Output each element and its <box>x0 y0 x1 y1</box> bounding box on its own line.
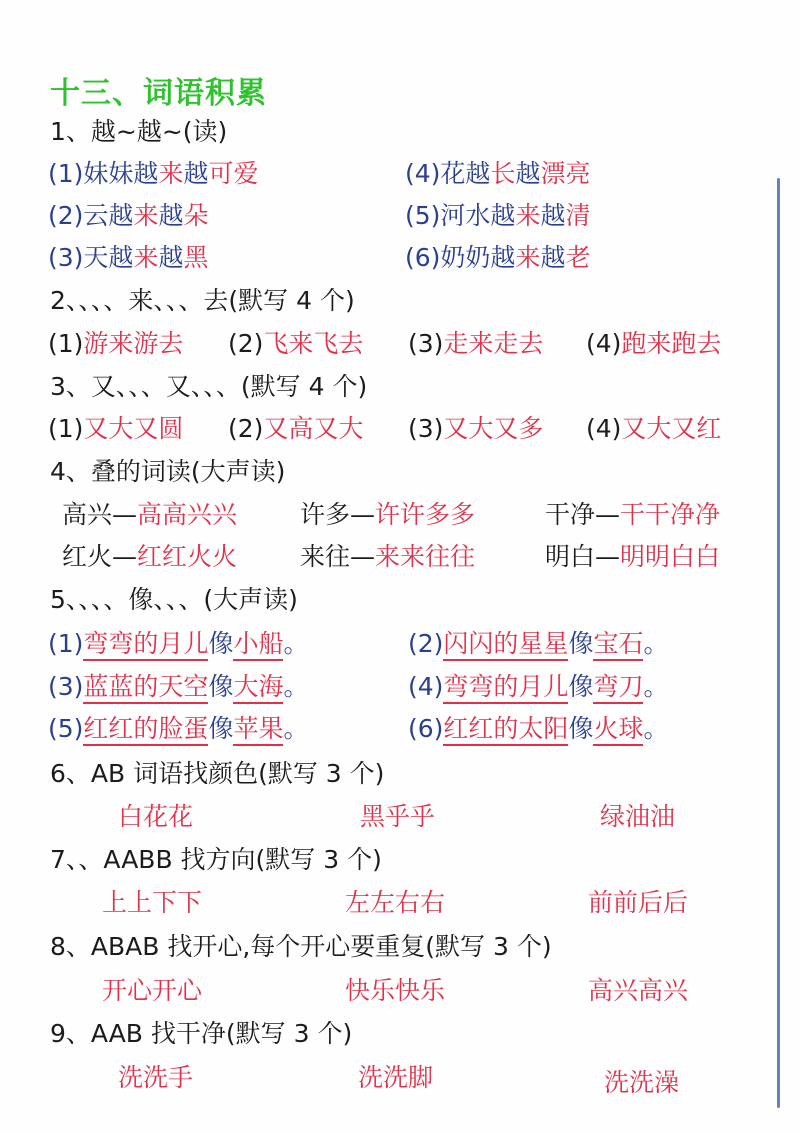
item-answer: 闪闪的星星 <box>443 629 568 661</box>
item-answer: 弯弯的月儿 <box>443 672 568 704</box>
item-text: 越 <box>540 243 566 272</box>
item-word: 干净— <box>545 500 621 529</box>
s1-item-2 <box>48 199 208 233</box>
s1-item-5 <box>405 199 590 233</box>
item-answer: 火球 <box>593 714 643 746</box>
item-answer: 蓝蓝的天空 <box>83 672 208 704</box>
s9-answer-1: 洗洗手 <box>118 1063 194 1092</box>
s1-item-4 <box>405 157 590 191</box>
item-answer: 飞来飞去 <box>263 329 364 358</box>
s1-heading: 1、越~越~(读) <box>50 117 228 146</box>
item-number: (4) <box>586 329 622 358</box>
item-answer: 高高兴兴 <box>137 500 238 529</box>
s2-item-4 <box>586 327 721 361</box>
item-text: 越 <box>540 201 566 230</box>
item-answer: 来 <box>515 201 541 230</box>
item-answer: 红红火火 <box>137 542 238 571</box>
item-answer: 来来往往 <box>375 542 476 571</box>
s1-item-1 <box>48 157 258 191</box>
s6-answer-1: 白花花 <box>118 802 194 831</box>
item-text: 越 <box>515 159 541 188</box>
item-number: (4) <box>586 414 622 443</box>
s8-answer-1: 开心开心 <box>102 976 203 1005</box>
item-text: 越 <box>183 159 209 188</box>
item-text: 。 <box>643 672 669 701</box>
item-answer: 又高又大 <box>263 414 364 443</box>
s8-answer-2: 快乐快乐 <box>345 976 446 1005</box>
s8-answer-3: 高兴高兴 <box>588 976 689 1005</box>
item-text: 。 <box>643 714 669 743</box>
s4-item-1 <box>62 498 237 532</box>
s6-heading: 6、AB 词语找颜色(默写 3 个) <box>50 759 385 788</box>
page-edge-line <box>777 178 780 1108</box>
item-answer: 走来走去 <box>443 329 544 358</box>
s7-answer-3: 前前后后 <box>588 888 689 917</box>
item-number: (2) <box>228 329 264 358</box>
item-number: (3) <box>408 329 444 358</box>
s4-heading: 4、叠的词读(大声读) <box>50 457 286 486</box>
item-text: 越 <box>158 201 184 230</box>
item-answer: 又大又红 <box>621 414 722 443</box>
item-answer: 红红的太阳 <box>443 714 568 746</box>
item-text: 像 <box>208 714 234 743</box>
item-answer: 大海 <box>233 672 283 704</box>
item-text: 奶奶越 <box>440 243 516 272</box>
item-answer: 明明白白 <box>620 542 721 571</box>
section-title: 十三、词语积累 <box>50 76 267 111</box>
item-number: (6) <box>408 714 444 743</box>
item-number: (2) <box>228 414 264 443</box>
item-answer: 来 <box>133 243 159 272</box>
s3-item-3 <box>408 412 543 446</box>
s4-item-3 <box>545 498 720 532</box>
item-number: (3) <box>48 243 84 272</box>
item-number: (5) <box>405 201 441 230</box>
item-number: (1) <box>48 159 84 188</box>
item-answer: 可爱 <box>208 159 259 188</box>
item-answer: 弯刀 <box>593 672 643 704</box>
s2-item-2 <box>228 327 363 361</box>
item-text: 妹妹越 <box>83 159 159 188</box>
item-text: 云越 <box>83 201 134 230</box>
item-answer: 又大又多 <box>443 414 544 443</box>
item-number: (6) <box>405 243 441 272</box>
s3-item-4 <box>586 412 721 446</box>
s8-heading: 8、ABAB 找开心,每个开心要重复(默写 3 个) <box>50 932 552 961</box>
s7-answer-2: 左左右右 <box>345 888 446 917</box>
s2-heading: 2、、、、来、、、去(默写 4 个) <box>50 286 355 315</box>
item-text: 花越 <box>440 159 491 188</box>
item-number: (2) <box>408 629 444 658</box>
item-number: (3) <box>408 414 444 443</box>
item-answer: 来 <box>133 201 159 230</box>
item-number: (1) <box>48 329 84 358</box>
item-text: 像 <box>208 672 234 701</box>
s2-item-1 <box>48 327 183 361</box>
item-number: (2) <box>48 201 84 230</box>
item-text: 天越 <box>83 243 134 272</box>
item-answer: 朵 <box>183 201 209 230</box>
item-answer: 清 <box>565 201 591 230</box>
s5-item-1 <box>48 627 308 661</box>
item-number: (3) <box>48 672 84 701</box>
s5-item-4 <box>408 670 668 704</box>
s4-item-4 <box>62 540 237 574</box>
item-text: 。 <box>283 672 309 701</box>
item-word: 高兴— <box>62 500 138 529</box>
item-word: 许多— <box>300 500 376 529</box>
item-number: (1) <box>48 414 84 443</box>
s3-heading: 3、又、、、又、、、(默写 4 个) <box>50 372 368 401</box>
s4-item-6 <box>545 540 720 574</box>
item-text: 河水越 <box>440 201 516 230</box>
item-word: 来往— <box>300 542 376 571</box>
item-answer: 小船 <box>233 629 283 661</box>
s5-item-6 <box>408 712 668 746</box>
s9-answer-2: 洗洗脚 <box>358 1063 434 1092</box>
s3-item-2 <box>228 412 363 446</box>
item-text: 。 <box>283 714 309 743</box>
s5-item-5 <box>48 712 308 746</box>
item-answer: 又大又圆 <box>83 414 184 443</box>
item-text: 像 <box>208 629 234 658</box>
item-answer: 红红的脸蛋 <box>83 714 208 746</box>
item-answer: 老 <box>565 243 591 272</box>
item-answer: 长 <box>490 159 516 188</box>
item-number: (4) <box>405 159 441 188</box>
s1-item-3 <box>48 241 208 275</box>
item-word: 红火— <box>62 542 138 571</box>
item-answer: 苹果 <box>233 714 283 746</box>
item-answer: 游来游去 <box>83 329 184 358</box>
item-number: (1) <box>48 629 84 658</box>
item-answer: 干干净净 <box>620 500 721 529</box>
item-answer: 宝石 <box>593 629 643 661</box>
s6-answer-3: 绿油油 <box>600 802 676 831</box>
item-answer: 来 <box>158 159 184 188</box>
item-answer: 弯弯的月儿 <box>83 629 208 661</box>
item-answer: 来 <box>515 243 541 272</box>
item-number: (4) <box>408 672 444 701</box>
item-answer: 跑来跑去 <box>621 329 722 358</box>
s9-heading: 9、AAB 找干净(默写 3 个) <box>50 1019 353 1048</box>
item-text: 越 <box>158 243 184 272</box>
s4-item-2 <box>300 498 475 532</box>
item-text: 。 <box>283 629 309 658</box>
s7-heading: 7、、AABB 找方向(默写 3 个) <box>50 845 382 874</box>
item-number: (5) <box>48 714 84 743</box>
item-text: 像 <box>568 714 594 743</box>
s5-item-3 <box>48 670 308 704</box>
s5-heading: 5、、、、像、、、(大声读) <box>50 585 298 614</box>
item-word: 明白— <box>545 542 621 571</box>
s2-item-3 <box>408 327 543 361</box>
item-text: 像 <box>568 629 594 658</box>
s1-item-6 <box>405 241 590 275</box>
item-answer: 许许多多 <box>375 500 476 529</box>
item-text: 像 <box>568 672 594 701</box>
s6-answer-2: 黑乎乎 <box>360 802 436 831</box>
s7-answer-1: 上上下下 <box>102 888 203 917</box>
item-answer: 黑 <box>183 243 209 272</box>
s5-item-2 <box>408 627 668 661</box>
s3-item-1 <box>48 412 183 446</box>
item-text: 。 <box>643 629 669 658</box>
s9-answer-3: 洗洗澡 <box>604 1068 680 1097</box>
s4-item-5 <box>300 540 475 574</box>
item-answer: 漂亮 <box>540 159 591 188</box>
